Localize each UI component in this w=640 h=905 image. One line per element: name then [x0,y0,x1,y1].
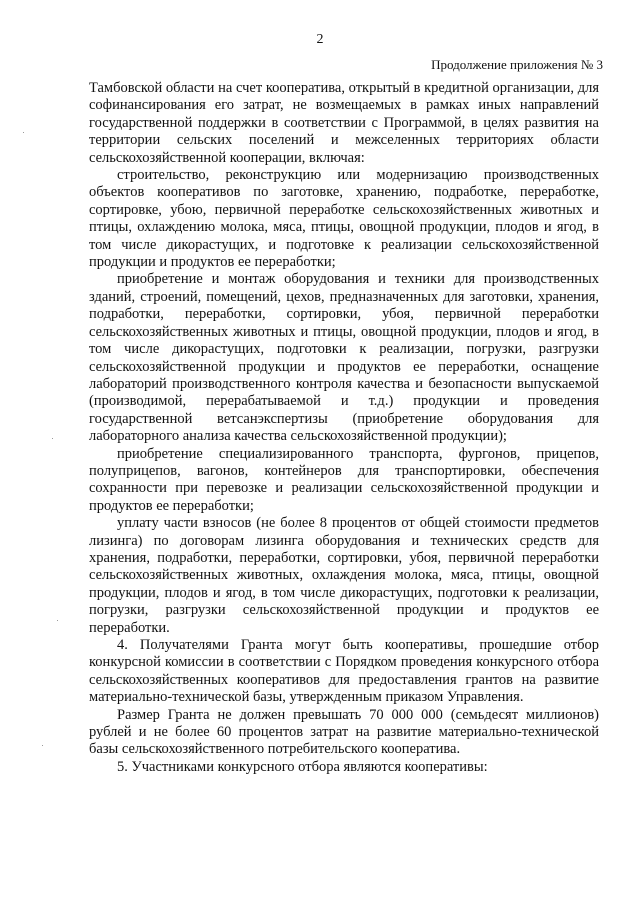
paragraph-clause-4: 4. Получателями Гранта могут быть кооперативы, прошедшие отбор конкурсной комиссии в соответствии с Порядком проведения конкурсного отбора сельскохозяйственных кооперативов для предоставления грантов на развитие материально-технической базы, утвержденным приказом Управления. [89,637,599,706]
document-body [89,80,599,776]
scan-speck [23,132,24,133]
page-number: 2 [316,32,324,47]
scan-speck [42,745,43,746]
list-item-leasing: уплату части взносов (не более 8 процентов от общей стоимости предметов лизинга) по договорам лизинга оборудования и технических средств для хранения, подработки, переработки, сортировки, убоя, первичной переработки сельскохозяйственных животных, охлаждения молока, мяса, птицы, овощной продукции, плодов и ягод, в том числе дикорастущих, подготовки к реализации, погрузки, разгрузки сельскохозяйственной продукции и продуктов ее переработки. [89,515,599,636]
list-item-construction: строительство, реконструкцию или модернизацию производственных объектов кооперативов по заготовке, хранению, подработке, переработке, сортировке, убою, первичной переработке сельскохозяйственных животных и птицы, охлаждению молока, мяса, птицы, овощной продукции, плодов и ягод, в том числе дикорастущих, и подготовке к реализации сельскохозяйственной продукции и продуктов ее переработки; [89,167,599,271]
scan-speck [52,438,53,439]
list-item-transport: приобретение специализированного транспорта, фургонов, прицепов, полуприцепов, вагонов, контейнеров для транспортировки, обеспечения сохранности при перевозке и реализации сельскохозяйственной продукции и продуктов ее переработки; [89,445,599,514]
paragraph-grant-size: Размер Гранта не должен превышать 70 000 000 (семьдесят миллионов) рублей и не более 60 процентов затрат на развитие материально-технической базы сельскохозяйственного потребительского кооператива. [89,706,599,758]
appendix-note: Продолжение приложения № 3 [431,57,603,72]
scan-speck [57,620,58,621]
list-item-equipment: приобретение и монтаж оборудования и техники для производственных зданий, строений, помещений, цехов, предназначенных для заготовки, хранения, подработки, переработки, сортировки, убоя, первичной переработки сельскохозяйственных животных и птицы, овощной продукции, плодов и ягод, в том числе дикорастущих, подготовки к реализации, погрузки, разгрузки сельскохозяйственной продукции и продуктов ее переработки, оснащение лабораторий производственного контроля качества и безопасности выпускаемой (производимой, перерабатываемой и т.д.) продукции и проведения государственной ветсанэкспертизы (приобретение оборудования для лабораторного анализа качества сельскохозяйственной продукции); [89,271,599,445]
paragraph-clause-5: 5. Участниками конкурсного отбора являются кооперативы: [117,758,488,775]
paragraph-intro: Тамбовской области на счет кооператива, открытый в кредитной организации, для софинансирования его затрат, не возмещаемых в рамках иных направлений государственной поддержки в соответствии с Программой, в целях развития на территории сельских поселений и межселенных территориях области сельскохозяйственной кооперации, включая: [89,80,599,166]
